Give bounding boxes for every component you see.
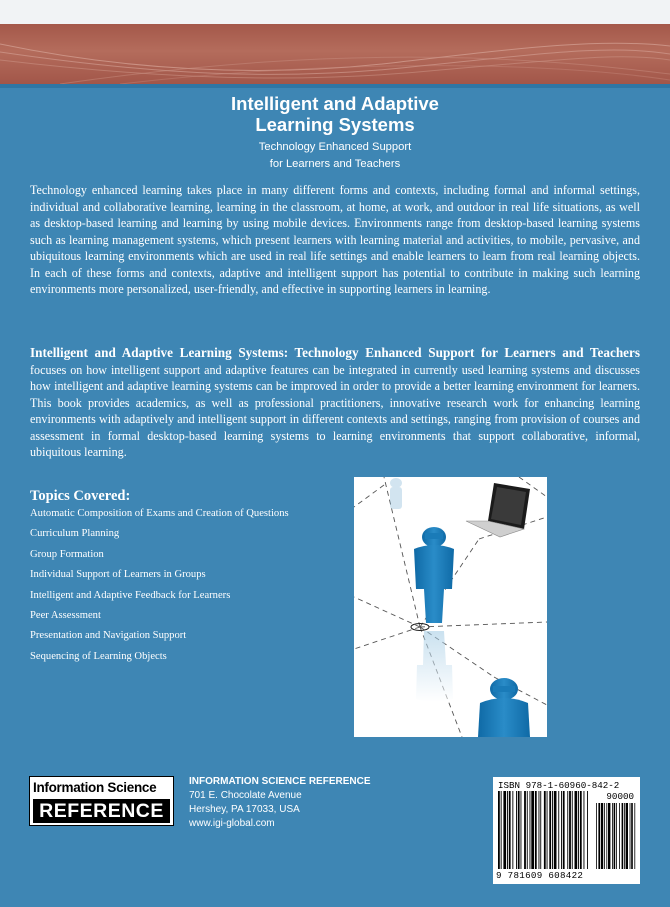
publisher-website: www.igi-global.com — [189, 818, 275, 829]
barcode-addon-bar — [606, 803, 607, 869]
barcode-bar — [567, 791, 568, 869]
barcode-bar — [547, 791, 548, 869]
barcode-addon-bar — [624, 803, 625, 869]
barcode-bar — [531, 791, 534, 869]
publisher-info — [189, 775, 419, 831]
barcode-addon-bar — [631, 803, 633, 869]
top-margin-strip — [0, 0, 670, 24]
barcode-bar — [530, 791, 531, 869]
barcode-addon-bar — [616, 803, 617, 869]
barcode-addon-bar — [614, 803, 616, 869]
barcode-bar — [554, 791, 557, 869]
barcode-addon-bar — [634, 803, 635, 869]
topic-item: Intelligent and Adaptive Feedback for Learners — [30, 589, 231, 601]
barcode-bar — [572, 791, 573, 869]
barcode-bar — [535, 791, 537, 869]
publisher-logo-line-1: Information Science — [33, 780, 157, 795]
network-people-illustration — [354, 477, 547, 737]
barcode-addon-bar — [626, 803, 628, 869]
barcode-bar — [498, 791, 500, 869]
barcode-bar — [587, 791, 588, 869]
isbn-label: ISBN 978-1-60960-842-2 — [498, 780, 620, 791]
barcode-bar — [524, 791, 526, 869]
barcode-addon-bar — [619, 803, 620, 869]
barcode-addon-bar — [604, 803, 605, 869]
barcode-bar — [580, 791, 582, 869]
barcode-bar — [512, 791, 513, 869]
book-subtitle-line-1: Technology Enhanced Support — [258, 141, 412, 153]
topics-list — [30, 507, 340, 670]
barcode-bar — [563, 791, 565, 869]
description-paragraph-2-body: focuses on how intelligent support and adaptive features can be integrated in currently used learning systems and discusses how intelligent and adaptive learning systems can be improved in order to provide a better learning environment for learners. This book provides academics, as well as professional practitioners, innovative research work for enhancing learning environments with adaptively and intelligent support in different contexts and settings, ranging from provision of courses and assessment in formal desktop-based learning systems to learning environments that support collaborative, informal, ubiquitous learning. — [30, 362, 640, 459]
title-block — [0, 93, 670, 173]
topic-item: Curriculum Planning — [30, 528, 120, 540]
book-title — [0, 93, 670, 135]
topics-section — [30, 487, 340, 670]
topic-item: Peer Assessment — [30, 609, 101, 621]
book-subtitle — [0, 139, 670, 173]
barcode-addon-bar — [630, 803, 631, 869]
barcode-bar — [503, 791, 506, 869]
barcode-addon-bar — [612, 803, 613, 869]
barcode-bar — [518, 791, 520, 869]
topics-heading: Topics Covered: — [30, 488, 131, 504]
barcode-bar — [569, 791, 571, 869]
barcode-bar — [516, 791, 517, 869]
barcode-addon-bar — [608, 803, 610, 869]
publisher-name: INFORMATION SCIENCE REFERENCE — [189, 776, 371, 787]
barcode-bar — [561, 791, 562, 869]
topic-item: Sequencing of Learning Objects — [30, 650, 167, 662]
decorative-header-band — [0, 24, 670, 84]
faded-person-figure — [390, 478, 402, 509]
barcode-bar — [575, 791, 578, 869]
publisher-address-line-2: Hershey, PA 17033, USA — [189, 804, 300, 815]
barcode-addon-bar — [622, 803, 624, 869]
publisher-address-line-1: 701 E. Chocolate Avenue — [189, 790, 302, 801]
barcode-bar — [578, 791, 579, 869]
barcode-bar — [501, 791, 502, 869]
description-paragraph-2 — [30, 345, 640, 461]
book-title-line-1: Intelligent and Adaptive — [231, 93, 439, 114]
swoosh-decoration — [0, 24, 670, 84]
barcode-addon-bar — [601, 803, 603, 869]
publisher-logo-line-2: REFERENCE — [33, 799, 170, 823]
topic-item: Presentation and Navigation Support — [30, 630, 187, 642]
band-bottom-edge — [0, 84, 670, 88]
book-title-line-2: Learning Systems — [255, 114, 415, 135]
barcode-addon-bar — [596, 803, 597, 869]
barcode-addon-bar — [598, 803, 600, 869]
barcode-digits: 9 781609 608422 — [496, 870, 584, 881]
barcode-bar — [540, 791, 541, 869]
barcode-box — [493, 777, 640, 884]
price-code: 90000 — [606, 791, 634, 802]
barcode-bar — [507, 791, 508, 869]
barcode-bar — [539, 791, 540, 869]
barcode-bar — [552, 791, 553, 869]
network-illustration-svg — [354, 477, 547, 737]
barcode-bar — [521, 791, 522, 869]
topic-item: Group Formation — [30, 548, 104, 560]
barcode-bar — [527, 791, 528, 869]
barcode-bar — [549, 791, 551, 869]
barcode-bar — [544, 791, 546, 869]
barcode-bars — [496, 791, 637, 869]
description-paragraph-1: Technology enhanced learning takes place in many different forms and contexts, including formal and informal settings, individual and collaborative learning, learning in the classroom, at home, at work, and outdoor in real life situations, as well as desktop-based learning and learning by using mobile devices. Environments range from desktop-based learning systems such as learning management systems, which present learners with learning material and activities, to mobile, pervasive, and ubiquitous learning environments which are used in real life settings and enable learners to learn from real learning objects. In each of these forms and contexts, adaptive and intelligent support has potential to contribute in making such learning environments more personalized, user-friendly, and effective in supporting learners in learning. — [30, 183, 640, 296]
barcode-bar — [558, 791, 559, 869]
barcode-bar — [509, 791, 511, 869]
publisher-logo — [29, 776, 174, 826]
barcode-bar — [584, 791, 585, 869]
book-subtitle-line-2: for Learners and Teachers — [269, 158, 401, 170]
description-paragraph-2-lead: Intelligent and Adaptive Learning Systems: Technology Enhanced Support for Learners and Teachers — [30, 345, 640, 360]
topic-item: Individual Support of Learners in Groups — [30, 569, 206, 581]
topic-item: Automatic Composition of Exams and Creation of Questions — [30, 508, 289, 519]
